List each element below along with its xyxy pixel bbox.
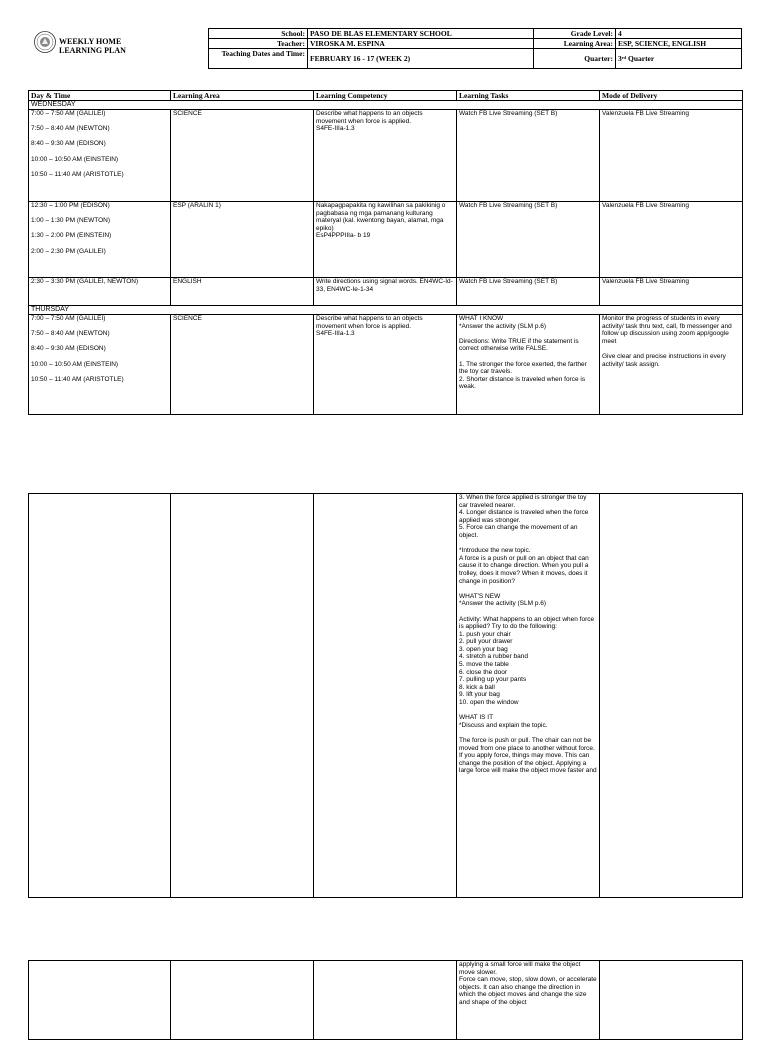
day-row	[29, 306, 743, 315]
grade-label: Grade Level:	[534, 29, 616, 39]
competency-cell: Nakapagpapakita ng kawilihan sa pakikinig o pagbabasa ng mga pamanang kulturang materyal (kal. kwentong bayan, alamat, mga epiko) EsP4PPPIIIa- b 19	[314, 202, 457, 278]
teacher-value: VIROSKA M. ESPINA	[308, 39, 534, 49]
tasks-cell: Watch FB Live Streaming (SET B)	[457, 278, 600, 306]
time-cell: 7:00 – 7:50 AM (GALILEI) 7:50 – 8:40 AM (NEWTON) 8:40 – 9:30 AM (EDISON) 10:00 – 10:50 AM (EINSTEIN) 10:50 – 11:40 AM (ARISTOTLE)	[29, 315, 171, 415]
column-header: Mode of Delivery	[600, 91, 743, 101]
area-value: ESP, SCIENCE, ENGLISH	[616, 39, 742, 49]
tasks-cell: applying a small force will make the object move slower. Force can move, stop, slow down, or accelerate objects. It can also change the direction in which the object moves and change the size and shape of the object	[457, 961, 600, 1040]
day-label: THURSDAY	[29, 306, 743, 315]
table-row	[29, 494, 743, 898]
area-cell	[171, 494, 314, 898]
competency-cell: Describe what happens to an objects movement when force is applied. S4FE-IIIa-1.3	[314, 110, 457, 202]
continuation-table	[28, 960, 743, 1040]
delivery-cell: Valenzuela FB Live Streaming	[600, 110, 743, 202]
competency-cell	[314, 961, 457, 1040]
table-row	[29, 315, 743, 415]
area-cell	[171, 961, 314, 1040]
time-cell: 7:00 – 7:50 AM (GALILEI) 7:50 – 8:40 AM (NEWTON) 8:40 – 9:30 AM (EDISON) 10:00 – 10:50 AM (EINSTEIN) 10:50 – 11:40 AM (ARISTOTLE)	[29, 110, 171, 202]
time-cell	[29, 494, 171, 898]
school-label: School:	[209, 29, 308, 39]
quarter-label: Quarter:	[534, 49, 616, 69]
delivery-cell	[600, 494, 743, 898]
competency-cell	[314, 494, 457, 898]
delivery-cell	[600, 961, 743, 1040]
area-cell: SCIENCE	[171, 110, 314, 202]
quarter-value: 3ʳᵈ Quarter	[616, 49, 742, 69]
delivery-cell: Monitor the progress of students in every activity/ task thru text, call, fb messenger and follow up discussion using zoom app/google meet Give clear and precise instructions in every activity/ task assign.	[600, 315, 743, 415]
table-row	[29, 278, 743, 306]
column-header: Learning Competency	[314, 91, 457, 101]
column-header: Day & Time	[29, 91, 171, 101]
title-line-2: LEARNING PLAN	[59, 46, 126, 55]
time-cell: 2:30 – 3:30 PM (GALILEI, NEWTON)	[29, 278, 171, 306]
header-info-table	[208, 28, 742, 69]
area-label: Learning Area:	[534, 39, 616, 49]
teacher-label: Teacher:	[209, 39, 308, 49]
area-cell: ESP (ARALIN 1)	[171, 202, 314, 278]
tasks-cell: Watch FB Live Streaming (SET B)	[457, 202, 600, 278]
time-cell	[29, 961, 171, 1040]
tasks-cell: Watch FB Live Streaming (SET B)	[457, 110, 600, 202]
time-cell: 12:30 – 1:00 PM (EDISON) 1:00 – 1:30 PM (NEWTON) 1:30 – 2:00 PM (EINSTEIN) 2:00 – 2:30 PM (GALILEI)	[29, 202, 171, 278]
delivery-cell: Valenzuela FB Live Streaming	[600, 202, 743, 278]
column-header: Learning Area	[171, 91, 314, 101]
continuation-table	[28, 493, 743, 898]
day-label: WEDNESDAY	[29, 101, 743, 110]
area-cell: SCIENCE	[171, 315, 314, 415]
column-header-row	[29, 91, 743, 101]
tasks-cell: WHAT I KNOW *Answer the activity (SLM p.6) Directions: Write TRUE if the statement is correct otherwise write FALSE. 1. The stronger the force exerted, the farther the toy car travels. 2. Shorter distance is traveled when force is weak.	[457, 315, 600, 415]
competency-cell: Describe what happens to an objects movement when force is applied. S4FE-IIIa-1.3	[314, 315, 457, 415]
tasks-cell: 3. When the force applied is stronger the toy car traveled nearer. 4. Longer distance is traveled when the force applied was stronger. 5. Force can change the movement of an object. *Introduce the new topic. A force is a push or pull on an object that can cause it to change direction. When you pull a trolley, does it move? When it moves, does it change in position? WHAT'S NEW *Answer the activity (SLM p.6) Activity: What happens to an object when force is applied? Try to do the following: 1. push your chair 2. pull your drawer 3. open your bag 4. stretch a rubber band 5. move the table 6. close the door 7. pulling up your pants 8. kick a ball 9. lift your bag 10. open the window WHAT IS IT *Discuss and explain the topic. The force is push or pull. The chair can not be moved from one place to another without force. If you apply force, things may move. This can change the position of the object. Applying a large force will make the object move faster and	[457, 494, 600, 898]
table-row	[29, 202, 743, 278]
grade-value: 4	[616, 29, 742, 39]
dates-label: Teaching Dates and Time:	[209, 49, 308, 69]
title-line-1: WEEKLY HOME	[59, 37, 122, 46]
delivery-cell: Valenzuela FB Live Streaming	[600, 278, 743, 306]
learning-plan-table	[28, 90, 743, 415]
competency-cell: Write directions using signal words. EN4WC-Id-33, EN4WC-Ie-1-34	[314, 278, 457, 306]
column-header: Learning Tasks	[457, 91, 600, 101]
day-row	[29, 101, 743, 110]
school-value: PASO DE BLAS ELEMENTARY SCHOOL	[308, 29, 534, 39]
deped-seal-logo	[34, 31, 56, 53]
area-cell: ENGLISH	[171, 278, 314, 306]
plan-title	[59, 37, 199, 55]
table-row	[29, 961, 743, 1040]
table-row	[29, 110, 743, 202]
dates-value: FEBRUARY 16 - 17 (WEEK 2)	[308, 49, 534, 69]
